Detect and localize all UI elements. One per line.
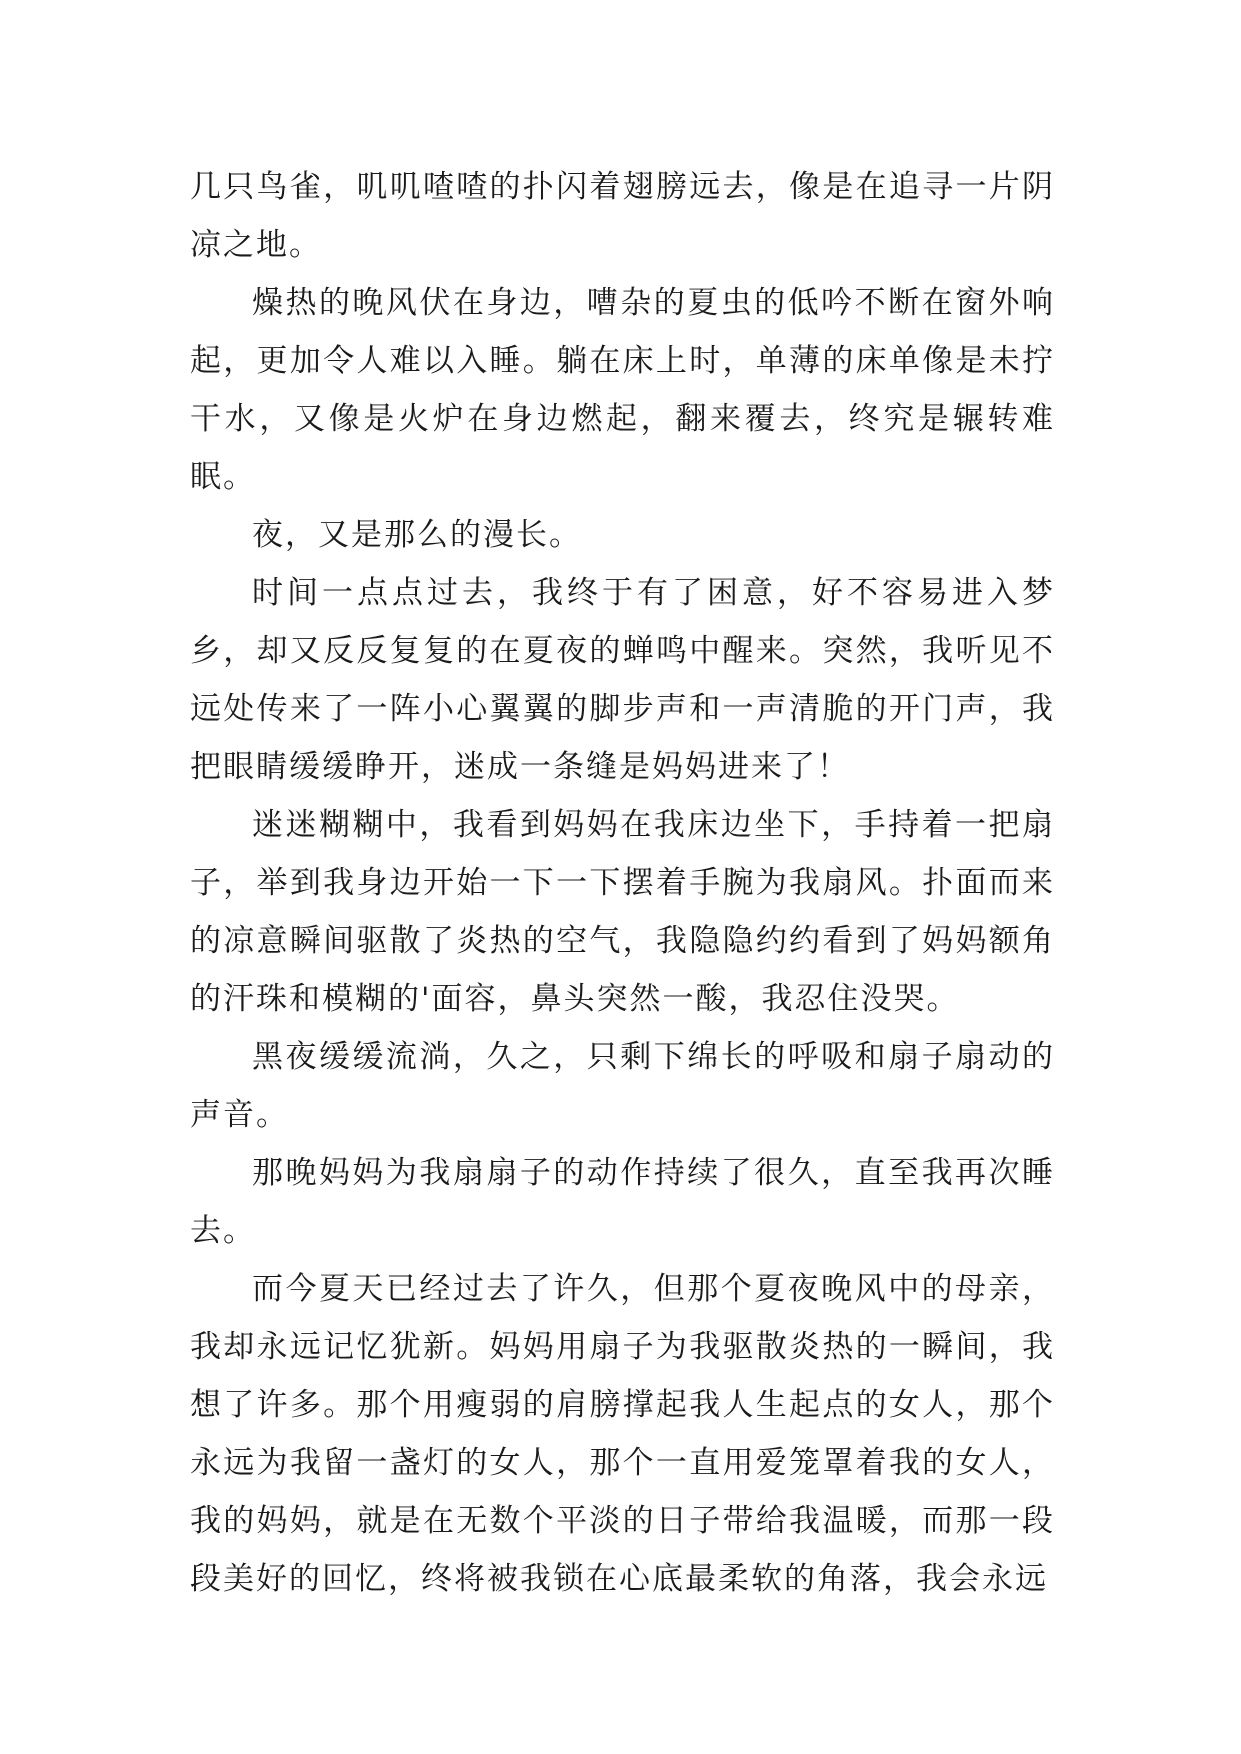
paragraph-8: 而今夏天已经过去了许久，但那个夏夜晚风中的母亲，我却永远记忆犹新。妈妈用扇子为我驱散炎热的一瞬间，我想了许多。那个用瘦弱的肩膀撑起我人生起点的女人，那个永远为我留一盏灯的女人，那个一直用爱笼罩着我的女人，我的妈妈，就是在无数个平淡的日子带给我温暖，而那一段段美好的回忆，终将被我锁在心底最柔软的角落，我会永远 [190, 1271, 1055, 1597]
paragraph-4: 时间一点点过去，我终于有了困意，好不容易进入梦乡，却又反反复复的在夏夜的蝉鸣中醒来。突然，我听见不远处传来了一阵小心翼翼的脚步声和一声清脆的开门声，我把眼睛缓缓睁开，迷成一条缝是妈妈进来了！ [190, 575, 1055, 785]
paragraph-3: 夜，又是那么的漫长。 [252, 517, 582, 553]
paragraph-5: 迷迷糊糊中，我看到妈妈在我床边坐下，手持着一把扇子，举到我身边开始一下一下摆着手腕为我扇风。扑面而来的凉意瞬间驱散了炎热的空气，我隐隐约约看到了妈妈额角的汗珠和模糊的'面容，鼻头突然一酸，我忍住没哭。 [190, 807, 1055, 1017]
document-body [190, 158, 1055, 1608]
paragraph-2: 燥热的晚风伏在身边，嘈杂的夏虫的低吟不断在窗外响起，更加令人难以入睡。躺在床上时，单薄的床单像是未拧干水，又像是火炉在身边燃起，翻来覆去，终究是辗转难眠。 [190, 285, 1055, 495]
paragraph-7: 那晚妈妈为我扇扇子的动作持续了很久，直至我再次睡去。 [190, 1155, 1055, 1249]
paragraph-6: 黑夜缓缓流淌，久之，只剩下绵长的呼吸和扇子扇动的声音。 [190, 1039, 1055, 1133]
paragraph-1: 几只鸟雀，叽叽喳喳的扑闪着翅膀远去，像是在追寻一片阴凉之地。 [190, 169, 1055, 263]
